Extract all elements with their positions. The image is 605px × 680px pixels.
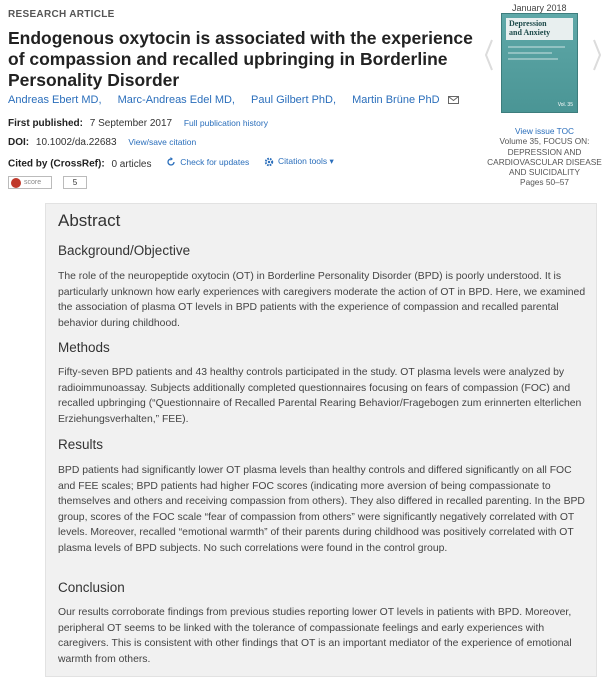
section-text-background: The role of the neuropeptide oxytocin (OT) in Borderline Personality Disorder (BPD) is poorly understood. It is particularly unknown how early experiences with caregivers moderate the action of OT in BPD. Here, we examined the association of plasma OT levels in BPD patients with the experience of compassion and recalled parental behavior during childhood. <box>58 271 586 329</box>
refresh-icon <box>166 157 176 167</box>
chevron-left-icon[interactable] <box>484 38 494 72</box>
abstract-title: Abstract <box>58 211 121 230</box>
altmetric-score: 5 <box>63 176 87 189</box>
author-link[interactable]: Martin Brüne PhD <box>352 94 440 106</box>
volume-line: Volume 35, FOCUS ON: <box>499 136 590 147</box>
first-published-date: 7 September 2017 <box>89 118 173 129</box>
cited-by-label: Cited by (CrossRef): <box>8 158 105 170</box>
author-link[interactable]: Andreas Ebert MD, <box>8 94 102 106</box>
issue-date: January 2018 <box>512 3 567 13</box>
cover-title-line: and Anxiety <box>509 27 551 37</box>
page-range: Pages 50–57 <box>520 177 569 188</box>
view-issue-toc-link[interactable]: View issue TOC <box>514 126 575 136</box>
doi-label: DOI: <box>8 137 30 148</box>
cover-footer: Vol. 35 <box>557 102 573 108</box>
chevron-right-icon[interactable] <box>592 38 602 72</box>
abstract-panel <box>45 203 597 677</box>
section-heading-results: Results <box>58 437 104 452</box>
focus-line: CARDIOVASCULAR DISEASE <box>487 156 602 167</box>
issue-info <box>484 126 605 188</box>
author-list <box>8 94 459 106</box>
article-type: RESEARCH ARTICLE <box>8 9 115 20</box>
focus-line: AND SUICIDALITY <box>509 167 580 178</box>
cited-by-count: 0 articles <box>111 158 152 170</box>
section-text-results: BPD patients had significantly lower OT plasma levels than healthy controls and differed significantly on all FOC and FEE scales; BPD patients had higher FOC scores (indicating more aversion of being compassionate to themselves and others and receiving compassion from others). They also differed in recalled parenting. In the BPD group, scores of the FOC scale “fear of compassion from others” were significantly negatively correlated with OT levels. Moreover, recalled “emotional warmth” of their parents during childhood was positively correlated with OT plasma levels of BPD subjects. No such correlations were found in the control group. <box>58 465 585 554</box>
gear-icon <box>264 157 274 167</box>
section-heading-methods: Methods <box>58 340 110 355</box>
author-link[interactable]: Marc-Andreas Edel MD, <box>117 94 235 106</box>
author-link[interactable]: Paul Gilbert PhD, <box>251 94 337 106</box>
publication-history-link[interactable]: Full publication history <box>183 118 268 128</box>
altmetric-label: score <box>24 179 42 186</box>
altmetric-widget[interactable] <box>8 176 87 189</box>
view-citation-link[interactable]: View/save citation <box>128 137 197 147</box>
envelope-icon[interactable] <box>448 96 459 104</box>
doi-row <box>8 137 196 148</box>
check-updates-label: Check for updates <box>180 156 250 167</box>
citation-tools-label: Citation tools ▾ <box>278 156 334 166</box>
check-updates-button[interactable] <box>166 157 249 167</box>
cover-decoration <box>508 46 571 60</box>
cited-by-row <box>8 156 334 170</box>
doi-value: 10.1002/da.22683 <box>35 137 117 148</box>
cover-title-line: Depression <box>509 19 547 28</box>
section-heading-background: Background/Objective <box>58 243 191 258</box>
first-published-label: First published: <box>8 118 83 129</box>
journal-cover-image[interactable] <box>501 13 578 113</box>
article-title: Endogenous oxytocin is associated with the experience of compassion and recalled upbringing in Borderline Personality Disorder <box>8 28 473 90</box>
section-heading-conclusion: Conclusion <box>58 580 125 595</box>
section-text-methods: Fifty-seven BPD patients and 43 healthy controls participated in the study. OT plasma levels were analyzed by radioimmunoassay. Subjects additionally completed questionnaires focusing on fears of compassion (FOC) and recalled upbringing (“Questionnaire of Recalled Parental Rearing Behavior/Fragebogen zum erinnerten elterlichen Erziehungsverhalten,” FEE). <box>58 367 582 425</box>
focus-line: DEPRESSION AND <box>507 146 582 157</box>
section-text-conclusion: Our results corroborate findings from previous studies reporting lower OT levels in patients with BPD. Moreover, peripheral OT seems to be linked with the tolerance of compassionate feelings and early experiences with caregivers. This is consistent with other findings that OT is an important mediator of the experience of emotional warmth from others. <box>58 607 572 665</box>
citation-tools-menu[interactable] <box>264 156 334 167</box>
first-published-row <box>8 118 268 129</box>
cover-masthead <box>506 18 573 40</box>
altmetric-badge[interactable] <box>8 176 52 189</box>
altmetric-logo-icon <box>11 178 21 188</box>
